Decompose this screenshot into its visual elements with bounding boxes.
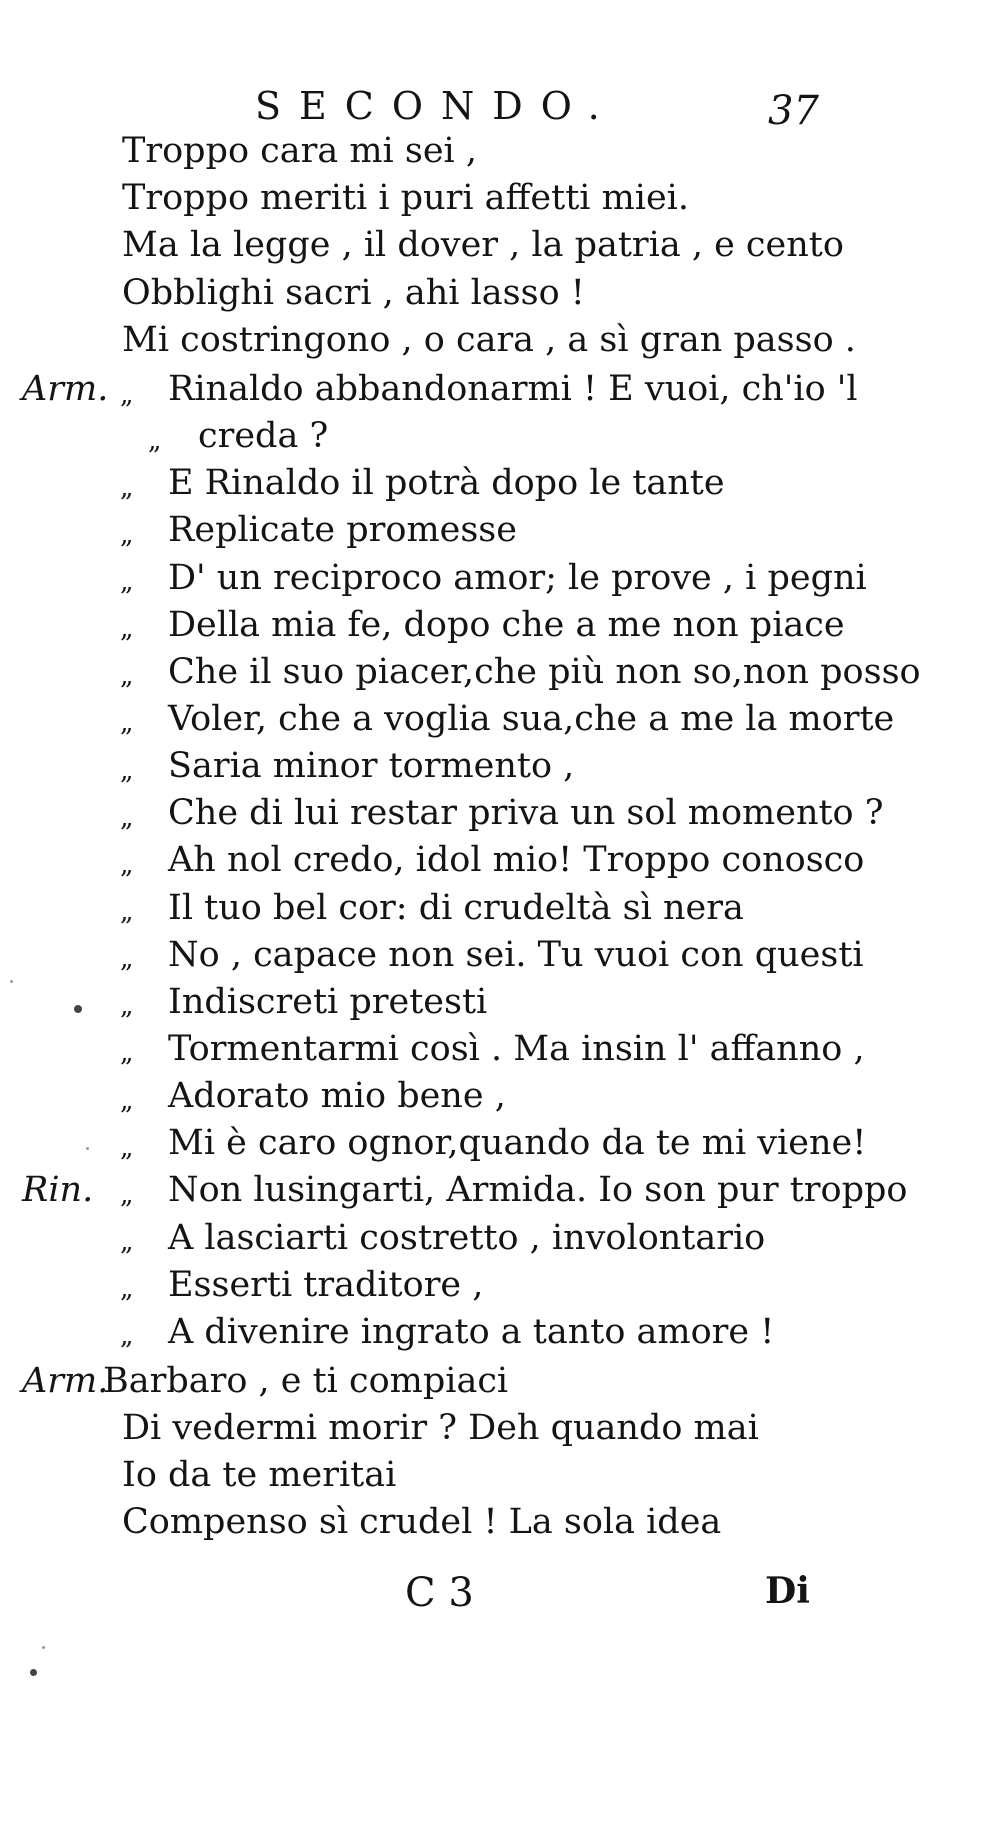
page-number: 37 <box>768 88 819 134</box>
text-line: Ma la legge , il dover , la patria , e cento <box>122 225 844 265</box>
text-line: Saria minor tormento , <box>168 746 575 786</box>
quote-mark: „ <box>120 1086 134 1116</box>
text-line: E Rinaldo il potrà dopo le tante <box>168 463 725 503</box>
quote-mark: „ <box>120 756 134 786</box>
text-line: creda ? <box>198 416 329 456</box>
quote-mark: „ <box>120 708 134 738</box>
text-line: Replicate promesse <box>168 510 517 550</box>
quote-mark: „ <box>120 1133 134 1163</box>
text-line: Tormentarmi così . Ma insin l' affanno , <box>168 1029 865 1069</box>
catchword: Di <box>765 1570 810 1612</box>
quote-mark: „ <box>120 1321 134 1351</box>
text-line: No , capace non sei. Tu vuoi con questi <box>168 935 864 975</box>
text-line: Della mia fe, dopo che a me non piace <box>168 605 845 645</box>
ink-speck <box>86 1147 89 1150</box>
text-line: Barbaro , e ti compiaci <box>103 1361 509 1401</box>
text-line: Indiscreti pretesti <box>168 982 488 1022</box>
text-line: Il tuo bel cor: di crudeltà sì nera <box>168 888 744 928</box>
quote-mark: „ <box>120 850 134 880</box>
ink-speck <box>10 980 13 983</box>
quote-mark: „ <box>120 1274 134 1304</box>
text-line: Che di lui restar priva un sol momento ? <box>168 793 884 833</box>
quote-mark: „ <box>120 944 134 974</box>
text-line: Non lusingarti, Armida. Io son pur troppo <box>168 1170 908 1210</box>
text-line: Troppo meriti i puri affetti miei. <box>122 178 689 218</box>
speaker-label: Rin. <box>22 1170 94 1210</box>
text-line: A divenire ingrato a tanto amore ! <box>168 1312 775 1352</box>
text-line: D' un reciproco amor; le prove , i pegni <box>168 558 867 598</box>
quote-mark: „ <box>120 1180 134 1210</box>
quote-mark: „ <box>120 991 134 1021</box>
text-line: Ah nol credo, idol mio! Troppo conosco <box>168 840 865 880</box>
text-line: Rinaldo abbandonarmi ! E vuoi, ch'io 'l <box>168 369 858 409</box>
quote-mark: „ <box>120 473 134 503</box>
text-line: Compenso sì crudel ! La sola idea <box>122 1502 722 1542</box>
text-line: A lasciarti costretto , involontario <box>168 1218 766 1258</box>
text-line: Esserti traditore , <box>168 1265 484 1305</box>
ink-speck <box>30 1669 37 1676</box>
quote-mark: „ <box>120 803 134 833</box>
quote-mark: „ <box>120 1038 134 1068</box>
signature-mark: C 3 <box>405 1570 474 1616</box>
text-line: Adorato mio bene , <box>168 1076 506 1116</box>
quote-mark: „ <box>148 426 162 456</box>
speaker-label: Arm. <box>22 369 109 409</box>
text-line: Mi è caro ognor,quando da te mi viene! <box>168 1123 867 1163</box>
text-line: Di vedermi morir ? Deh quando mai <box>122 1408 759 1448</box>
quote-mark: „ <box>120 380 134 410</box>
text-line: Mi costringono , o cara , a sì gran passo . <box>122 320 856 360</box>
ink-speck <box>74 1005 82 1013</box>
text-line: Voler, che a voglia sua,che a me la morte <box>168 699 895 739</box>
text-line: Obblighi sacri , ahi lasso ! <box>122 273 585 313</box>
text-line: Troppo cara mi sei , <box>122 131 477 171</box>
ink-speck <box>42 1646 45 1649</box>
quote-mark: „ <box>120 897 134 927</box>
text-line: Che il suo piacer,che più non so,non posso <box>168 652 921 692</box>
quote-mark: „ <box>120 614 134 644</box>
running-head: SECONDO. <box>255 84 618 128</box>
quote-mark: „ <box>120 520 134 550</box>
quote-mark: „ <box>120 567 134 597</box>
speaker-label: Arm. <box>22 1361 109 1401</box>
quote-mark: „ <box>120 1227 134 1257</box>
text-line: Io da te meritai <box>122 1455 397 1495</box>
quote-mark: „ <box>120 661 134 691</box>
